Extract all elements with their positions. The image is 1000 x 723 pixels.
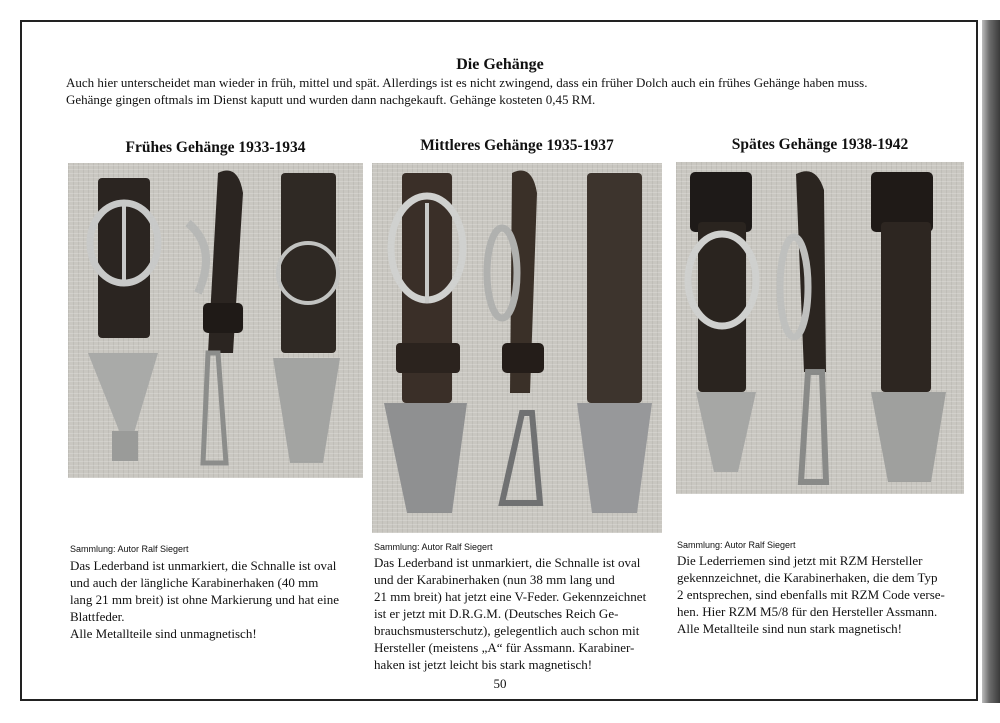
photo-late-hanger [676, 162, 964, 494]
caption-line: Alle Metallteile sind unmagnetisch! [70, 626, 257, 641]
caption-line: ist er jetzt mit D.R.G.M. (Deutsches Reich Ge- [374, 606, 619, 621]
intro-text [66, 74, 956, 108]
caption-line: gekennzeichnet, die Karabinerhaken, die dem Typ [677, 570, 938, 585]
page-number: 50 [493, 676, 507, 691]
caption-line: Hersteller (meistens „A“ für Assmann. Karabiner- [374, 640, 635, 655]
intro-line: Auch hier unterscheidet man wieder in früh, mittel und spät. Allerdings ist es nicht zwingend, dass ein früher Dolch auch ein frühes Gehänge haben muss. [66, 75, 868, 90]
caption-line: hen. Hier RZM M5/8 für den Hersteller Assmann. [677, 604, 938, 619]
caption-line: brauchsmusterschutz), gelegentlich auch schon mit [374, 623, 640, 638]
photo-middle-hanger [372, 163, 662, 533]
caption-line: Das Lederband ist unmarkiert, die Schnalle ist oval [374, 555, 641, 570]
caption-line: Die Lederriemen sind jetzt mit RZM Hersteller [677, 553, 923, 568]
caption-line: und der Karabinerhaken (nun 38 mm lang und [374, 572, 615, 587]
photo-credit: Sammlung: Autor Ralf Siegert [677, 540, 796, 550]
caption-early [70, 557, 339, 642]
page-heading: Die Gehänge [456, 56, 544, 73]
column-title-late: Spätes Gehänge 1938-1942 [731, 136, 909, 153]
page-edge-shadow [982, 20, 1000, 703]
photo-early-hanger [68, 163, 363, 478]
column-title-early: Frühes Gehänge 1933-1934 [125, 139, 306, 156]
photo-credit: Sammlung: Autor Ralf Siegert [374, 542, 493, 552]
intro-line: Gehänge gingen oftmals im Dienst kaputt und wurden dann nachgekauft. Gehänge kosteten 0,45 RM. [66, 92, 596, 107]
caption-line: haken ist jetzt leicht bis stark magnetisch! [374, 657, 593, 672]
photo-credit: Sammlung: Autor Ralf Siegert [70, 544, 189, 554]
caption-late [677, 552, 945, 637]
caption-line: lang 21 mm breit) ist ohne Markierung und hat eine [70, 592, 339, 607]
column-title-middle: Mittleres Gehänge 1935-1937 [420, 137, 614, 154]
caption-line: und auch der längliche Karabinerhaken (40 mm [70, 575, 319, 590]
caption-line: Das Lederband ist unmarkiert, die Schnalle ist oval [70, 558, 337, 573]
caption-middle [374, 554, 646, 673]
caption-line: 2 entsprechen, sind ebenfalls mit RZM Code verse- [677, 587, 945, 602]
caption-line: 21 mm breit) hat jetzt eine V-Feder. Gekennzeichnet [374, 589, 647, 604]
caption-line: Alle Metallteile sind nun stark magnetisch! [677, 621, 902, 636]
caption-line: Blattfeder. [70, 609, 125, 624]
